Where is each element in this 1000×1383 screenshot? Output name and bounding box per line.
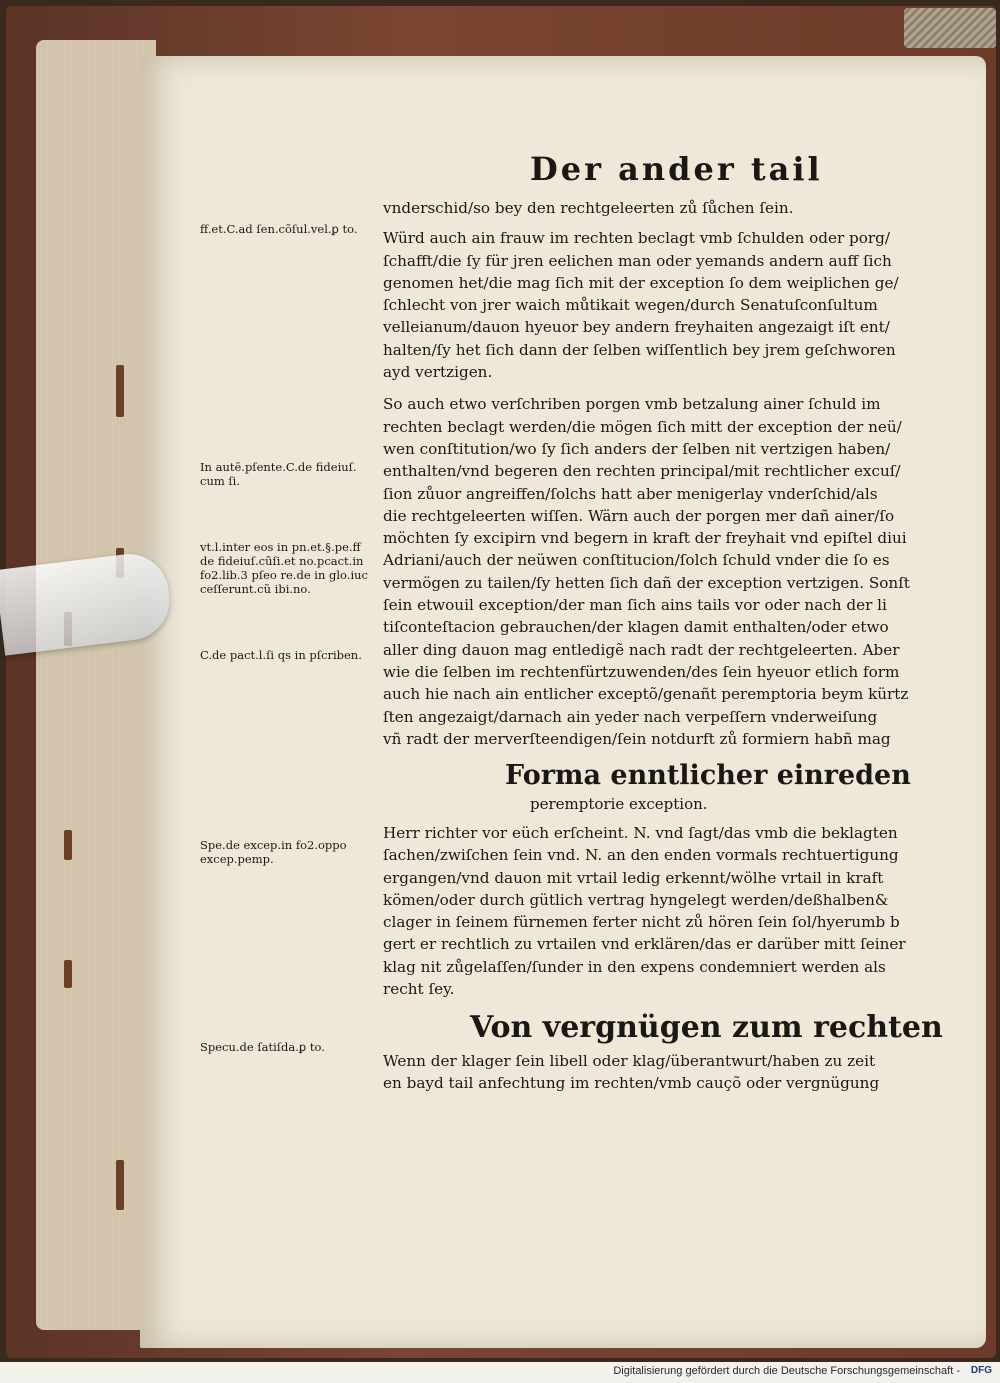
dfg-logo: DFG xyxy=(970,1365,992,1376)
text-line: aller ding dauon mag entledigẽ nach radt der rechtgeleerten. Aber xyxy=(383,640,900,659)
text-line: ſten angezaigt/darnach ain yeder nach verpeſſern vnderweiſung xyxy=(383,707,878,726)
section-subtitle: peremptorie exception. xyxy=(530,795,708,813)
text-line: velleianum/dauon hyeuor bey andern freyhaiten angezaigt iſt ent/ xyxy=(383,318,890,337)
footer-bar xyxy=(0,1362,1000,1383)
text-line: ayd vertzigen. xyxy=(383,363,493,382)
text-line: vñ radt der merverſteendigen/ſein notdurft zů formiern habñ mag xyxy=(383,729,891,748)
text-line: auch hie nach ain entlicher exceptõ/genañt peremptoria beym kürtz xyxy=(383,685,909,704)
page-edges xyxy=(36,40,156,1330)
text-line: enthalten/vnd begeren den rechten principal/mit rechtlicher excuſ/ xyxy=(383,462,901,481)
text-line: ergangen/vnd dauon mit vrtail ledig erkennt/wölhe vrtail in kraft xyxy=(383,868,884,887)
edge-tab-mark xyxy=(116,365,124,417)
edge-tab-mark xyxy=(116,1160,124,1210)
text-line: gert er rechtlich zu vrtailen vnd erklären/das er darüber mitt ſeiner xyxy=(383,935,906,954)
text-line: rechten beclagt werden/die mögen ſich mitt der exception der neü/ xyxy=(383,417,902,436)
text-line: klag nit zůgelaſſen/ſunder in den expens condemniert werden als xyxy=(383,957,886,976)
section-title: Von vergnügen zum rechten xyxy=(470,1010,943,1045)
main-text-block xyxy=(383,197,935,750)
text-line: halten/ſy het ſich dann der ſelben wiſſentlich bey jrem geſchworen xyxy=(383,340,896,359)
bookmark-ribbon xyxy=(904,8,996,48)
edge-tab-mark xyxy=(64,830,72,860)
text-line: Würd auch ain frauw im rechten beclagt vmb ſchulden oder porg/ xyxy=(383,229,891,248)
text-line: So auch etwo verſchriben porgen vmb betzalung ainer ſchuld im xyxy=(383,395,881,414)
margin-note: vt.l.inter eos in pn.et.§.pe.ff de fideiuſ.cũſi.et no.pcact.in fo2.lib.3 pſeo re.de in glo.iuc ceſſerunt.cũ ibi.no. xyxy=(200,540,368,596)
text-line: en bayd tail anfechtung im rechten/vmb cauçõ oder vergnügung xyxy=(383,1074,880,1093)
text-line: die rechtgeleerten wiſſen. Wärn auch der porgen mer dañ ainer/ſo xyxy=(383,506,895,525)
text-line: möchten ſy excipirn vnd begern in kraft der freyhait vnd epiſtel diui xyxy=(383,529,907,548)
margin-note: C.de pact.l.ſi qs in pſcriben. xyxy=(200,648,362,662)
margin-note: Specu.de ſatiſda.ꝑ to. xyxy=(200,1040,325,1054)
margin-note: ff.et.C.ad ſen.cõſul.vel.ꝑ to. xyxy=(200,222,358,236)
text-line: kömen/oder durch gütlich vertrag hyngelegt werden/deßhalben& xyxy=(383,890,889,909)
margin-note: In autē.pſente.C.de fideiuſ. cum ſi. xyxy=(200,460,357,488)
text-line: Herr richter vor eüch erſcheint. N. vnd ſagt/das vmb die beklagten xyxy=(383,824,898,842)
text-line: vnderschid/so bey den rechtgeleerten zů ſůchen ſein. xyxy=(383,199,794,217)
text-line: Adriani/auch der neüwen conſtitucion/ſolch ſchuld vnder die ſo es xyxy=(383,551,890,570)
section1-text-block xyxy=(383,822,935,1000)
text-line: ſchafft/die ſy für jren eelichen man oder yemands andern auff ſich xyxy=(383,251,892,270)
text-line: Wenn der klager ſein libell oder klag/überantwurt/haben zu zeit xyxy=(383,1052,876,1070)
text-line: ſchlecht von jrer waich můtikait wegen/durch Senatuſconſultum xyxy=(383,296,878,315)
text-line: ſein etwouil exception/der man ſich ains tails vor oder nach der li xyxy=(383,596,887,615)
text-line: ſion zůuor angreiffen/ſolchs hatt aber menigerlay vnderſchid/als xyxy=(383,484,878,503)
edge-tab-mark xyxy=(64,960,72,988)
text-line: recht ſey. xyxy=(383,980,455,999)
running-head: Der ander tail xyxy=(530,150,823,188)
text-line: genomen het/die mag ſich mit der exception ſo dem weiplichen ge/ xyxy=(383,273,899,292)
margin-note: Spe.de excep.in fo2.oppo excep.pemp. xyxy=(200,838,347,866)
text-line: vermögen zu tailen/ſy hetten ſich dañ der exception vertzigen. Sonſt xyxy=(383,573,910,592)
section2-text-block xyxy=(383,1050,935,1095)
text-line: tiſconteſtacion gebrauchen/der klagen damit enthalten/oder etwo xyxy=(383,618,889,637)
text-line: clager in ſeinem fürnemen ferter nicht zů hören ſein ſol/hyerumb b xyxy=(383,913,900,932)
text-line: wen conſtitution/wo ſy ſich anders der ſelben nit vertzigen haben/ xyxy=(383,439,891,458)
text-line: ſachen/zwiſchen ſein vnd. N. an den enden vormals rechtuertigung xyxy=(383,846,899,865)
funding-credit: Digitalisierung gefördert durch die Deutsche Forschungsgemeinschaft - xyxy=(613,1365,960,1377)
section-title: Forma enntlicher einreden xyxy=(505,760,911,791)
text-line: wie die ſelben im rechtenfürtzuwenden/des ſein hyeuor etlich form xyxy=(383,662,900,681)
